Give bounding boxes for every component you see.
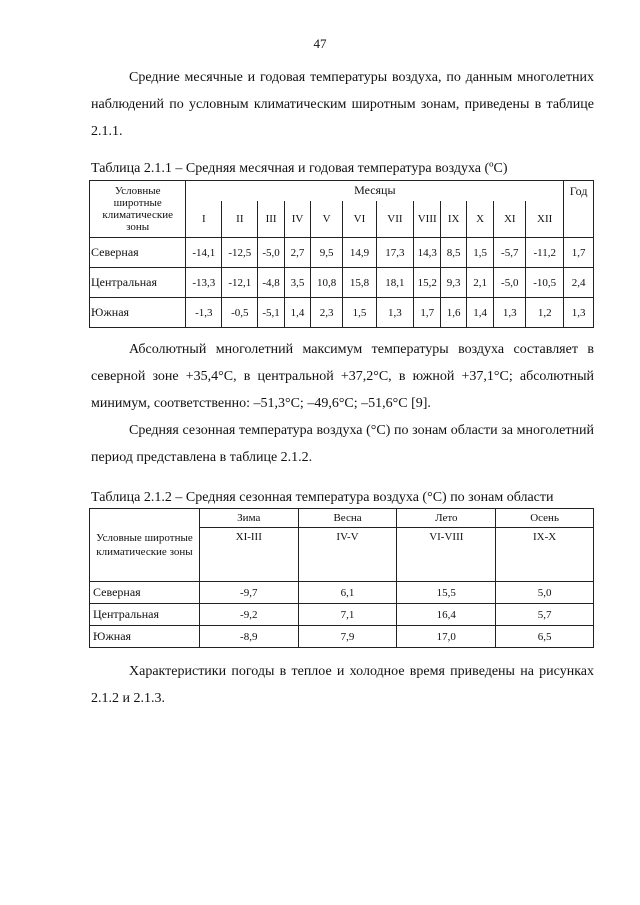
monthly-value-cell: 1,2 — [526, 298, 564, 328]
seasonal-value-cell: -9,7 — [199, 582, 298, 604]
monthly-value-cell: 15,8 — [343, 268, 377, 298]
monthly-value-cell: -13,3 — [186, 268, 222, 298]
paragraph-extremes: Абсолютный многолетний максимум температуры воздуха составляет в северной зоне +35,4°С, в центральной +37,2°С, в южной +37,1°С; абсолютный минимум, соответственно: –51,3°С; –49,6°С; –51,6°С [9]. — [91, 342, 594, 411]
monthly-value-cell: -5,7 — [494, 238, 526, 268]
seasonal-value-cell: 5,7 — [496, 604, 594, 626]
monthly-value-cell: 10,8 — [311, 268, 343, 298]
monthly-value-cell: 1,4 — [466, 298, 494, 328]
table1-month-header: V — [311, 201, 343, 238]
table1-month-header: X — [466, 201, 494, 238]
monthly-value-cell: 8,5 — [441, 238, 466, 268]
season-months-header: IX-X — [496, 528, 594, 582]
seasonal-value-cell: -9,2 — [199, 604, 298, 626]
monthly-value-cell: 1,7 — [413, 298, 441, 328]
table1-month-header: II — [222, 201, 258, 238]
zone-name-cell: Северная — [90, 582, 200, 604]
monthly-value-cell: -11,2 — [526, 238, 564, 268]
yearly-value-cell: 2,4 — [564, 268, 594, 298]
monthly-value-cell: 1,3 — [494, 298, 526, 328]
table1-month-header: VII — [376, 201, 413, 238]
monthly-value-cell: 15,2 — [413, 268, 441, 298]
table1-month-header: VIII — [413, 201, 441, 238]
seasonal-value-cell: 7,9 — [298, 626, 397, 648]
monthly-value-cell: -5,0 — [494, 268, 526, 298]
table1-month-header: IV — [284, 201, 310, 238]
zone-name-cell: Центральная — [90, 604, 200, 626]
table-row — [90, 582, 594, 604]
seasonal-value-cell: 16,4 — [397, 604, 496, 626]
seasonal-value-cell: -8,9 — [199, 626, 298, 648]
monthly-value-cell: 2,3 — [311, 298, 343, 328]
paragraph-seasonal: Средняя сезонная температура воздуха (°С) по зонам области за многолетний период представлена в таблице 2.1.2. — [91, 423, 594, 465]
yearly-value-cell: 1,3 — [564, 298, 594, 328]
monthly-temperature-table — [89, 180, 594, 328]
table1-month-header: III — [258, 201, 284, 238]
monthly-value-cell: 9,5 — [311, 238, 343, 268]
table1-month-header: I — [186, 201, 222, 238]
table-row — [90, 238, 594, 268]
monthly-value-cell: -4,8 — [258, 268, 284, 298]
paragraph-figures: Характеристики погоды в теплое и холодное время приведены на рисунках 2.1.2 и 2.1.3. — [91, 664, 594, 706]
monthly-value-cell: -10,5 — [526, 268, 564, 298]
season-name-header: Осень — [496, 509, 594, 528]
season-months-header: IV-V — [298, 528, 397, 582]
monthly-value-cell: 2,1 — [466, 268, 494, 298]
monthly-value-cell: -12,1 — [222, 268, 258, 298]
table1-caption: Таблица 2.1.1 – Средняя месячная и годовая температура воздуха (ºС) — [91, 161, 508, 176]
seasonal-value-cell: 17,0 — [397, 626, 496, 648]
monthly-value-cell: 1,3 — [376, 298, 413, 328]
seasonal-value-cell: 7,1 — [298, 604, 397, 626]
season-months-header: XI-III — [199, 528, 298, 582]
season-months-header: VI-VIII — [397, 528, 496, 582]
monthly-value-cell: 9,3 — [441, 268, 466, 298]
seasonal-value-cell: 15,5 — [397, 582, 496, 604]
zone-name-cell: Южная — [90, 626, 200, 648]
table1-month-header: XII — [526, 201, 564, 238]
seasonal-value-cell: 5,0 — [496, 582, 594, 604]
monthly-value-cell: -5,1 — [258, 298, 284, 328]
table-row — [90, 298, 594, 328]
table1-year-header: Год — [564, 181, 594, 238]
monthly-value-cell: -12,5 — [222, 238, 258, 268]
monthly-value-cell: -0,5 — [222, 298, 258, 328]
monthly-value-cell: -5,0 — [258, 238, 284, 268]
monthly-value-cell: 1,6 — [441, 298, 466, 328]
table-row — [90, 268, 594, 298]
monthly-value-cell: 1,4 — [284, 298, 310, 328]
monthly-value-cell: 1,5 — [343, 298, 377, 328]
season-name-header: Лето — [397, 509, 496, 528]
table1-month-header: IX — [441, 201, 466, 238]
table1-months-header: Месяцы — [186, 181, 564, 201]
zone-name-cell: Центральная — [90, 268, 186, 298]
monthly-value-cell: 17,3 — [376, 238, 413, 268]
zone-name-cell: Южная — [90, 298, 186, 328]
yearly-value-cell: 1,7 — [564, 238, 594, 268]
page-number: 47 — [313, 36, 327, 51]
paragraph-intro: Средние месячные и годовая температуры воздуха, по данным многолетних наблюдений по условным климатическим широтным зонам, приведены в таблице 2.1.1. — [91, 70, 594, 139]
monthly-value-cell: 3,5 — [284, 268, 310, 298]
table1-zone-header: Условные широтные климатические зоны — [90, 181, 186, 238]
monthly-value-cell: 18,1 — [376, 268, 413, 298]
monthly-value-cell: 14,9 — [343, 238, 377, 268]
season-name-header: Зима — [199, 509, 298, 528]
monthly-value-cell: -1,3 — [186, 298, 222, 328]
seasonal-value-cell: 6,1 — [298, 582, 397, 604]
table2-caption: Таблица 2.1.2 – Средняя сезонная температура воздуха (°С) по зонам области — [91, 490, 554, 505]
seasonal-temperature-table — [89, 508, 594, 648]
zone-name-cell: Северная — [90, 238, 186, 268]
monthly-value-cell: 14,3 — [413, 238, 441, 268]
table2-zone-header: Условные широтные климатические зоны — [90, 509, 200, 582]
table-row — [90, 604, 594, 626]
table1-month-header: XI — [494, 201, 526, 238]
table1-month-header: VI — [343, 201, 377, 238]
table-row — [90, 626, 594, 648]
season-name-header: Весна — [298, 509, 397, 528]
seasonal-value-cell: 6,5 — [496, 626, 594, 648]
monthly-value-cell: 2,7 — [284, 238, 310, 268]
monthly-value-cell: -14,1 — [186, 238, 222, 268]
monthly-value-cell: 1,5 — [466, 238, 494, 268]
